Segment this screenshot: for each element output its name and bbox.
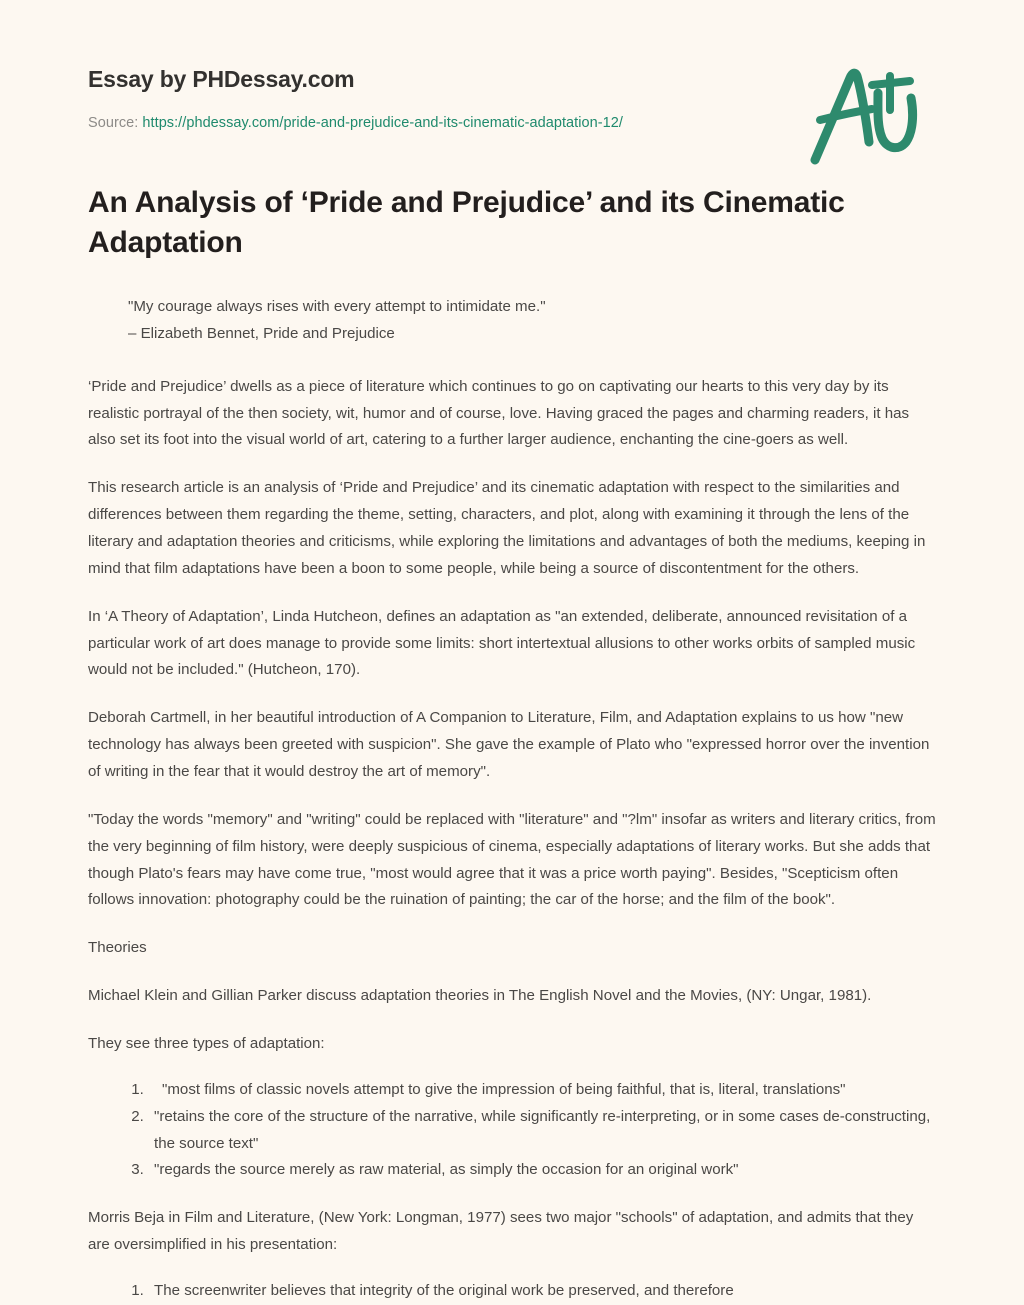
source-label: Source: <box>88 114 139 131</box>
list-item: 3. "regards the source merely as raw material, as simply the occasion for an original work" <box>148 1157 936 1184</box>
list-item: 1. The screenwriter believes that integrity of the original work be preserved, and therefore <box>148 1278 936 1305</box>
phdessay-logo[interactable] <box>798 48 958 188</box>
brand-title: Essay by PHDessay.com <box>88 66 355 92</box>
paragraph-memory-writing: "Today the words "memory" and "writing" could be replaced with "literature" and "?lm" insofar as writers and literary critics, from the very beginning of film history, were deeply suspicious of cinema, especially adaptations of literary works. But she adds that though Plato's fears may have come true, "most would agree that it was a price worth paying". Besides, "Scepticism often follows innovation: photography could be the ruination of painting; the car of the horse; and the film of the book". <box>88 810 936 909</box>
section-heading-theories: Theories <box>88 939 147 957</box>
list-item: 2. "retains the core of the structure of the narrative, while significantly re-interpreting, or in some cases de-constructing, the source text" <box>148 1104 936 1158</box>
epigraph-attribution: – Elizabeth Bennet, Pride and Prejudice <box>128 324 395 342</box>
a-plus-logo-icon <box>798 48 958 188</box>
site-header <box>88 0 936 131</box>
beja-school-list <box>88 1278 936 1305</box>
source-url-link[interactable]: https://phdessay.com/pride-and-prejudice-and-its-cinematic-adaptation-12/ <box>142 114 623 131</box>
epigraph-block <box>128 294 936 348</box>
paragraph-morris-beja: Morris Beja in Film and Literature, (New York: Longman, 1977) sees two major "schools" of adaptation, and admits that they are oversimplified in his presentation: <box>88 1209 914 1254</box>
list-item: 1. "most films of classic novels attempt to give the impression of being faithful, that is, literal, translations" <box>148 1077 936 1104</box>
paragraph-hutcheon: In ‘A Theory of Adaptation’, Linda Hutcheon, defines an adaptation as "an extended, deliberate, announced revisitation of a particular work of art does manage to provide some limits: short intertextual allusions to other works orbits of sampled music would not be included." (Hutcheon, 170). <box>88 607 916 679</box>
paragraph-three-types-lead: They see three types of adaptation: <box>88 1035 325 1053</box>
page-title: An Analysis of ‘Pride and Prejudice’ and its Cinematic Adaptation <box>88 185 845 259</box>
article-body <box>88 263 936 1305</box>
paragraph-research-scope: This research article is an analysis of ‘Pride and Prejudice’ and its cinematic adaptation with respect to the similarities and differences between them regarding the theme, setting, characters, and plot, along with examining it through the lens of the literary and adaptation theories and criticisms, while exploring the limitations and advantages of both the mediums, keeping in mind that film adaptations have been a boon to some people, while being a source of discontentment for the others. <box>88 479 926 577</box>
klein-parker-theory-list <box>88 1077 936 1184</box>
paragraph-klein-parker: Michael Klein and Gillian Parker discuss adaptation theories in The English Novel and the Movies, (NY: Ungar, 1981). <box>88 987 872 1005</box>
paragraph-intro: ‘Pride and Prejudice’ dwells as a piece of literature which continues to go on captivating our hearts to this very day by its realistic portrayal of the then society, wit, humor and of course, love. Having graced the pages and charming readers, it has also set its foot into the visual world of art, catering to a further larger audience, enchanting the cine-goers as well. <box>88 377 910 449</box>
epigraph-quote: "My courage always rises with every attempt to intimidate me." <box>128 297 546 315</box>
paragraph-cartmell: Deborah Cartmell, in her beautiful introduction of A Companion to Literature, Film, and Adaptation explains to us how "new technology has always been greeted with suspicion". She gave the example of Plato who "expressed horror over the invention of writing in the fear that it would destroy the art of memory". <box>88 709 930 780</box>
